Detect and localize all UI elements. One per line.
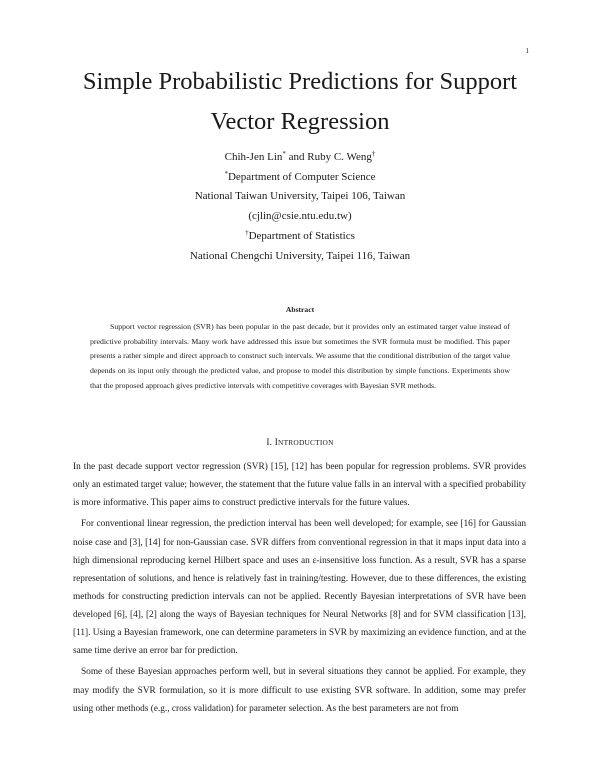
affiliation-2-univ: National Chengchi University, Taipei 116, Taiwan xyxy=(189,249,411,262)
affiliation-1-dept xyxy=(0,168,600,188)
title-line-1: Simple Probabilistic Predictions for Support xyxy=(82,68,518,95)
section-title-initial: I xyxy=(274,438,279,448)
author-block xyxy=(0,148,600,266)
paragraph-1: In the past decade support vector regression (SVR) [15], [12] has been popular for regression problems. SVR provides only an estimated target value; however, the statement that the future value falls in an interval with a specified probability is more informative. This paper aims to construct predictive intervals for the future values. xyxy=(73,462,526,509)
page-number: 1 xyxy=(525,47,529,55)
author-1: Chih-Jen Lin xyxy=(224,151,283,163)
affiliation-2-mark: † xyxy=(245,228,249,237)
section-heading xyxy=(0,438,600,448)
author-1-mark: * xyxy=(282,150,286,158)
author-names xyxy=(0,148,600,168)
affiliation-2-dept xyxy=(0,227,600,247)
affiliation-1-dept-text: Department of Computer Science xyxy=(227,170,376,183)
author-2: and Ruby C. Weng xyxy=(285,151,372,163)
affiliation-1-email: (cjlin@csie.ntu.edu.tw) xyxy=(248,210,352,223)
title-line-2: Vector Regression xyxy=(210,108,390,135)
section-number: I. xyxy=(266,438,275,448)
affiliation-2-dept-text: Department of Statistics xyxy=(248,229,355,242)
author-2-mark: † xyxy=(371,150,376,158)
affiliation-1-mark: * xyxy=(224,169,228,178)
section-body xyxy=(73,458,526,721)
abstract-text: Support vector regression (SVR) has been popular in the past decade, but it provides only an estimated target value instead of predictive probability intervals. Many work have addressed this issue but sometimes the SVR formula must be modified. This paper presents a rather simple and direct approach to construct such intervals. We assume that the conditional distribution of the target value depends on its input only through the predicted value, and propose to model this distribution by simple functions. Experiments show that the proposed approach gives predictive intervals with competitive coverages with Bayesian SVR methods. xyxy=(90,322,510,390)
affiliation-1-univ: National Taiwan University, Taipei 106, Taiwan xyxy=(194,190,406,203)
abstract-heading: Abstract xyxy=(285,305,315,314)
section-title-rest: NTRODUCTION xyxy=(278,438,334,447)
paragraph-3: Some of these Bayesian approaches perform well, but in several situations they cannot be applied. For example, they may modify the SVR formulation, so it is more difficult to use existing SVR software. In addition, some may prefer using other methods (e.g., cross validation) for parameter selection. As the best parameters are not from xyxy=(73,667,526,714)
paper-title xyxy=(0,62,600,142)
paragraph-2: For conventional linear regression, the prediction interval has been well developed; for example, see [16] for Gaussian noise case and [3], [14] for non-Gaussian case. SVR differs from conventional regression in that it maps input data into a high dimensional reproducing kernel Hilbert space and uses an ε-insensitive loss function. As a result, SVR has a sparse representation of solutions, and hence is relatively fast in training/testing. However, due to these differences, the existing methods for constructing prediction intervals can not be applied. Recently Bayesian interpretations of SVR have been developed [6], [4], [2] along the ways of Bayesian techniques for Neural Networks [8] and for SVM classification [13], [11]. Using a Bayesian framework, one can determine parameters in SVR by maximizing an evidence function, and at the same time derive an error bar for prediction. xyxy=(73,519,526,657)
